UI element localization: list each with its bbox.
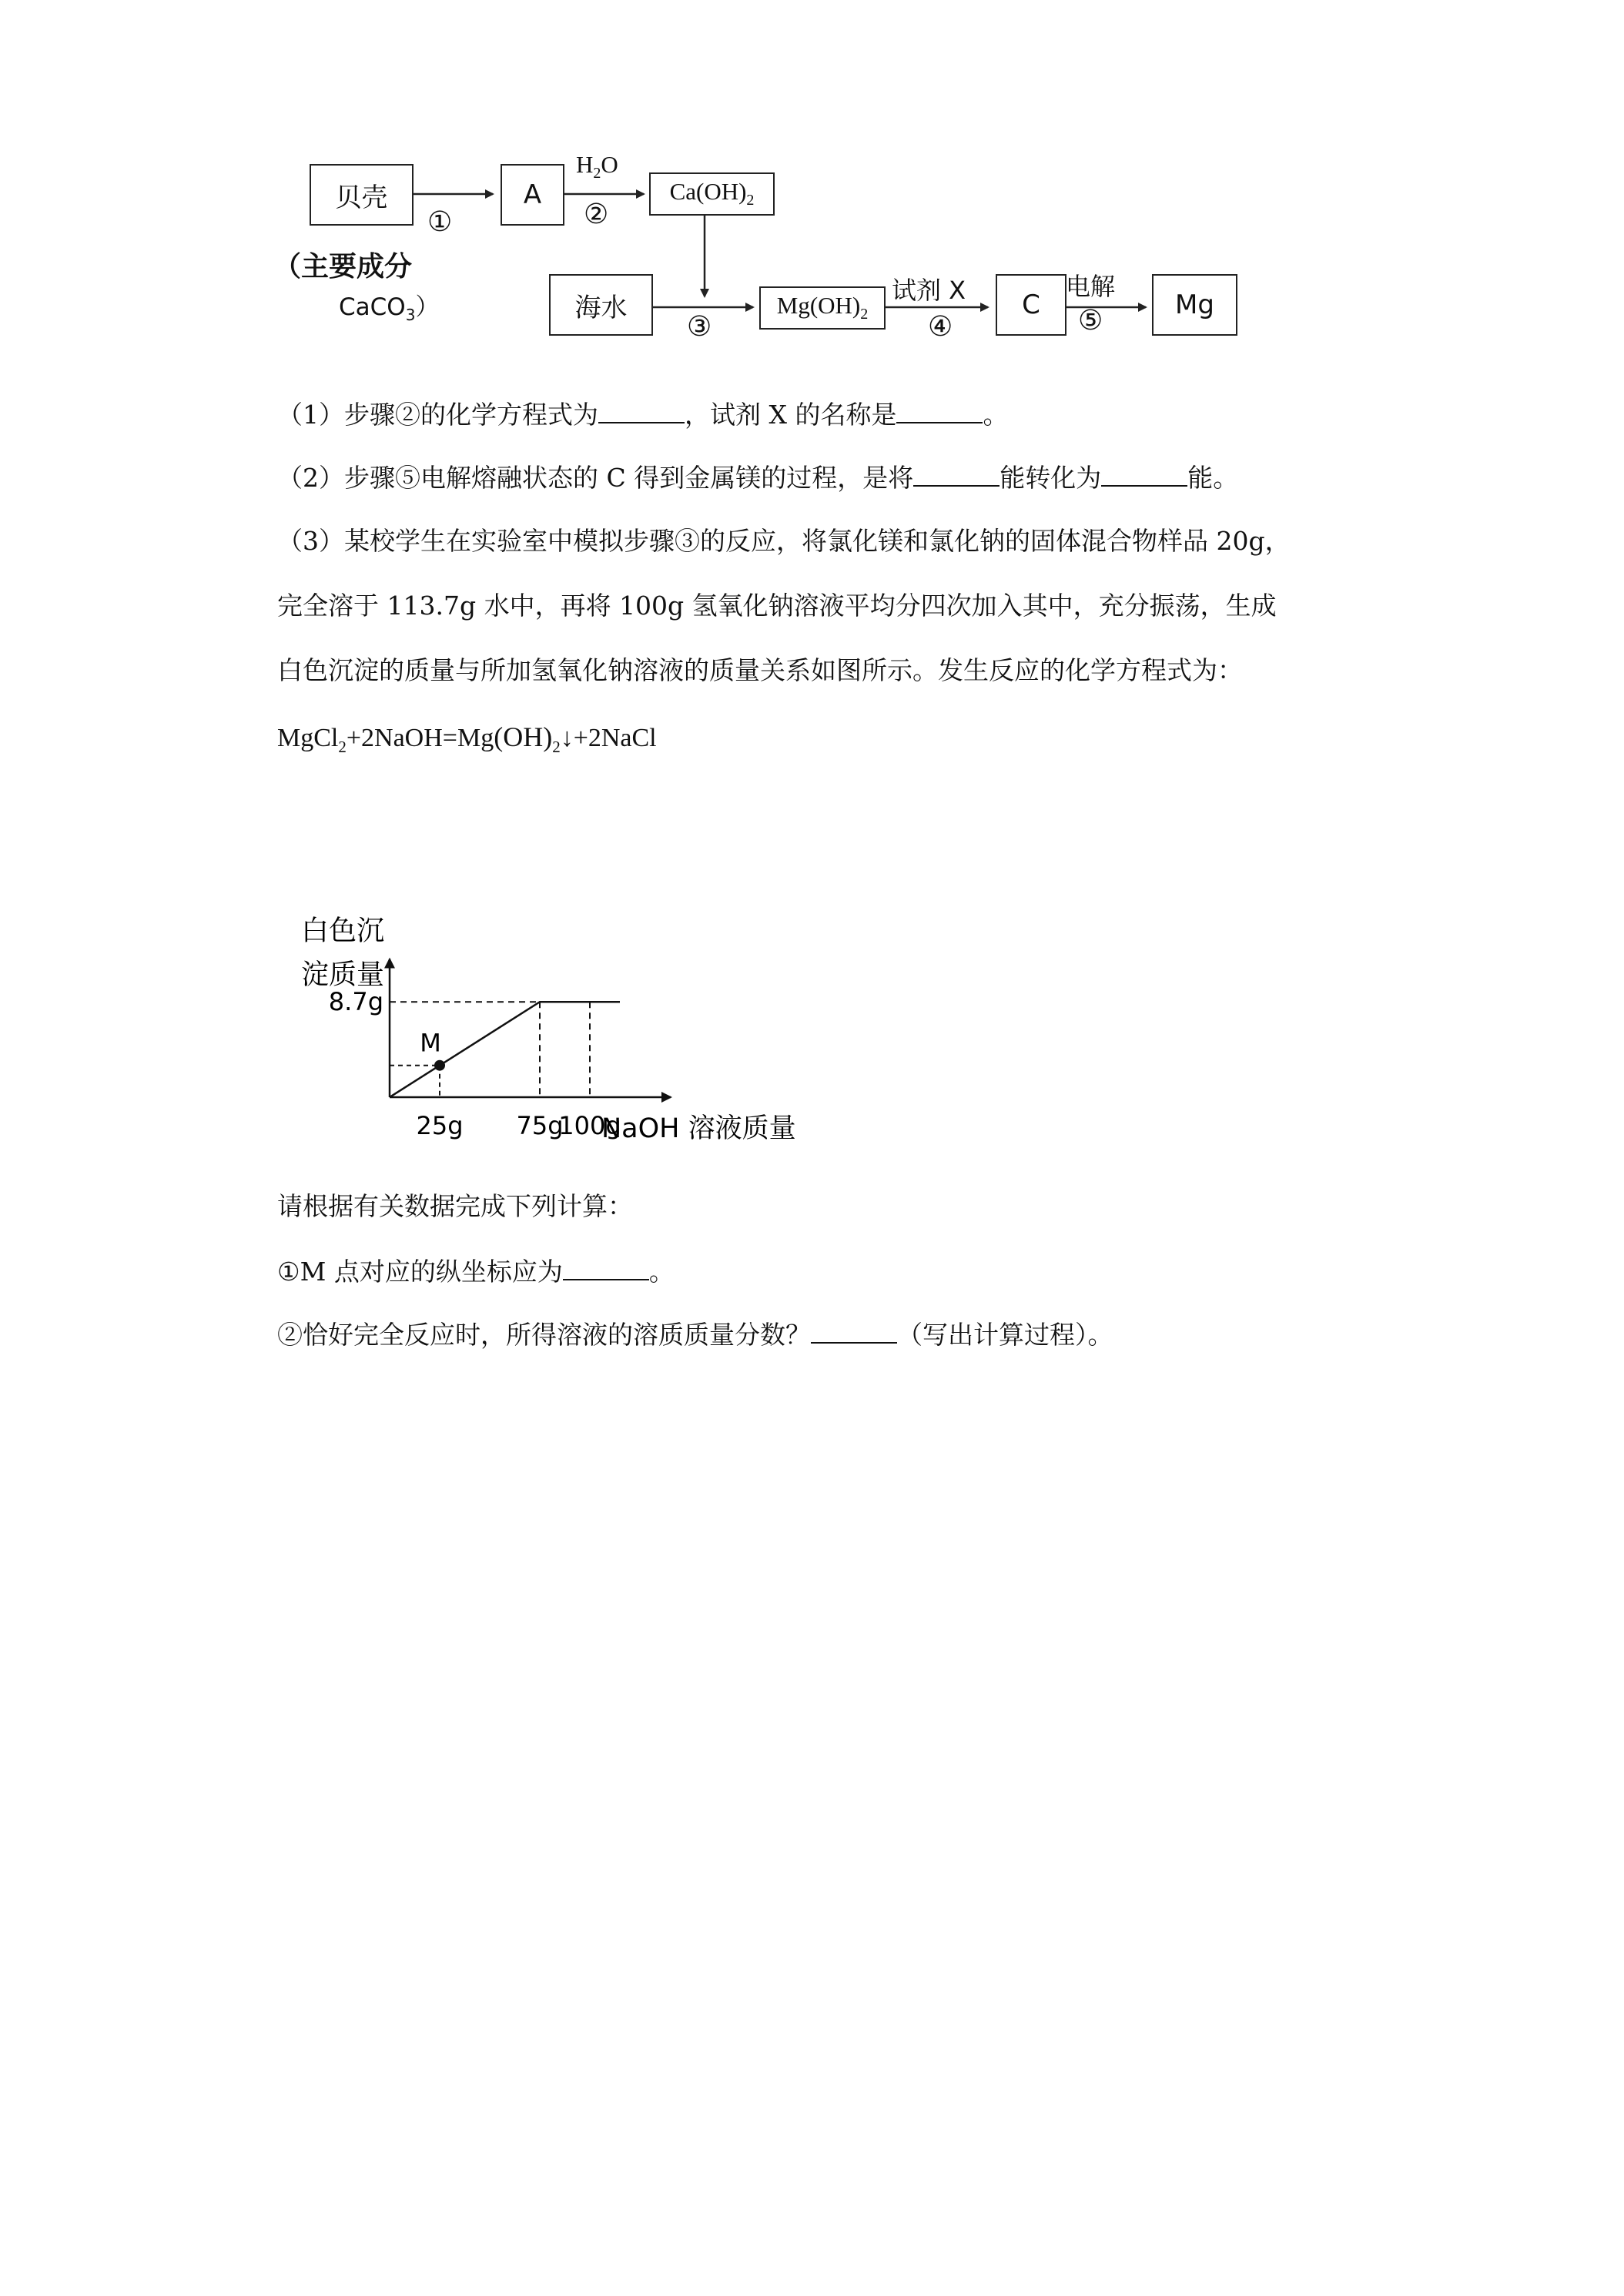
point-m (434, 1060, 445, 1071)
shell-note-line1: （主要成分 (273, 251, 413, 283)
reagent-x-label: 试剂 X (892, 276, 966, 305)
electrolysis-label: 电解 (1066, 272, 1116, 301)
c-box-label: C (1022, 290, 1040, 320)
shell-box-label: 贝壳 (335, 182, 388, 213)
a-box (501, 164, 564, 226)
sub-question-1: ①M 点对应的纵坐标应为 。 (277, 1257, 675, 1287)
y-axis-title-line-1: 白色沉 (300, 915, 384, 947)
seawater-box (549, 274, 653, 336)
x-axis-title: NaOH 溶液质量 (601, 1113, 796, 1144)
shell-note-line2: CaCO$_3$） (339, 293, 440, 325)
answer-blank[interactable] (811, 1319, 897, 1344)
question-3-line-1: （3）某校学生在实验室中模拟步骤③的反应，将氯化镁和氯化钠的固体混合物样品 20g， (277, 526, 1291, 556)
reaction-equation: $MgCl_2+2NaOH=Mg(OH)_2↓+2NaCl$ (277, 721, 657, 756)
x-tick-label: 75g (516, 1111, 564, 1140)
question-1: （1）步骤②的化学方程式为 ，试剂 X 的名称是 。 (277, 400, 1009, 430)
mgoh2-box (759, 286, 886, 330)
mgoh2-box-label: $Mg(OH)_2$ (776, 292, 869, 323)
mg-box (1152, 274, 1237, 336)
y-axis-title-line-2: 淀质量 (300, 959, 384, 991)
calc-intro: 请根据有关数据完成下列计算： (277, 1191, 633, 1221)
point-m-label: M (420, 1028, 441, 1058)
step-4-label: ④ (928, 311, 953, 343)
y-tick-label: 8.7g (328, 987, 383, 1017)
mg-box-label: Mg (1175, 290, 1214, 320)
question-3-line-2: 完全溶于 113.7g 水中，再将 100g 氢氧化钠溶液平均分四次加入其中，充分振荡，生成 (277, 591, 1277, 621)
a-box-label: A (523, 179, 542, 210)
step-3-label: ③ (687, 311, 712, 343)
c-box (996, 274, 1066, 336)
caoh2-box-label: $Ca(OH)_2$ (669, 178, 755, 209)
answer-blank[interactable] (1101, 462, 1187, 487)
x-tick-label: 100g (558, 1111, 621, 1140)
answer-blank[interactable] (563, 1256, 649, 1280)
answer-blank[interactable] (896, 399, 983, 423)
shell-box (310, 164, 414, 226)
seawater-box-label: 海水 (574, 292, 628, 323)
caoh2-box (649, 172, 775, 216)
sub-question-2: ②恰好完全反应时，所得溶液的溶质质量分数？ （写出计算过程）。 (277, 1320, 1113, 1350)
question-2: （2）步骤⑤电解熔融状态的 C 得到金属镁的过程，是将 能转化为 能。 (277, 463, 1239, 493)
answer-blank[interactable] (913, 462, 1000, 487)
h2o-label: $H_2O$ (576, 151, 618, 182)
question-3-line-3: 白色沉淀的质量与所加氢氧化钠溶液的质量关系如图所示。发生反应的化学方程式为： (277, 655, 1243, 685)
step-2-label: ② (584, 199, 609, 230)
step-1-label: ① (427, 206, 453, 238)
step-5-label: ⑤ (1078, 305, 1103, 336)
x-tick-label: 25g (416, 1111, 464, 1140)
precipitate-mass-chart (0, 801, 1624, 1155)
answer-blank[interactable] (598, 399, 685, 423)
